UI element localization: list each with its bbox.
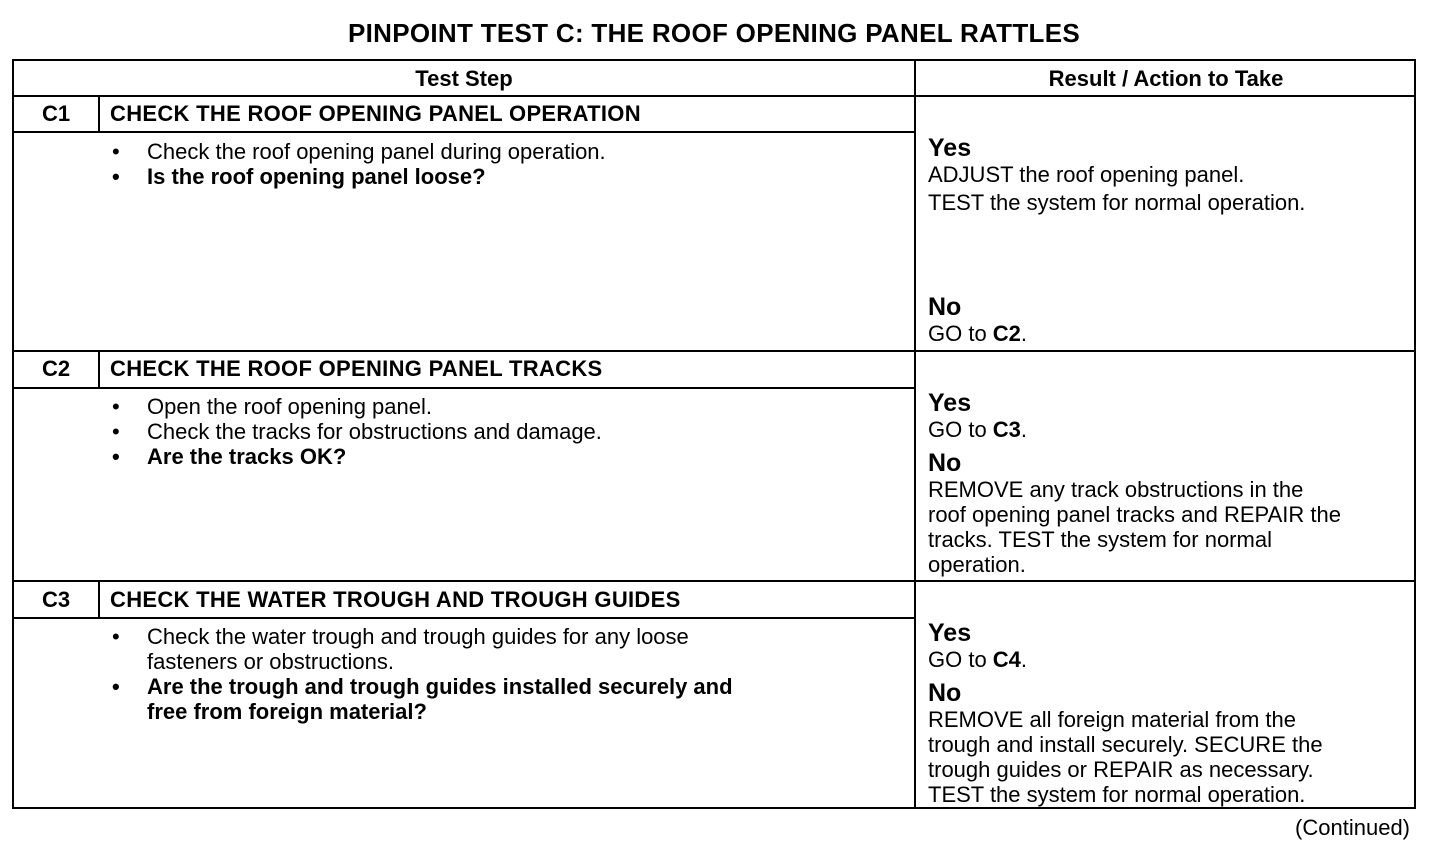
no-action-line: TEST the system for normal operation. <box>928 782 1306 807</box>
instruction-item: • Check the tracks for obstructions and damage. <box>112 419 602 444</box>
column-divider <box>914 61 916 807</box>
result-no <box>928 450 1416 577</box>
step-title: CHECK THE ROOF OPENING PANEL TRACKS <box>110 356 603 381</box>
yes-action-line: GO to C3. <box>928 417 1028 442</box>
no-action-line: roof opening panel tracks and REPAIR the <box>928 502 1341 527</box>
bullet-icon: • <box>112 164 120 189</box>
step-id: C1 <box>41 101 71 126</box>
yes-action-line: GO to C4. <box>928 647 1028 672</box>
bullet-icon: • <box>112 394 120 419</box>
step-title-divider <box>14 387 914 389</box>
step-title-divider <box>14 617 914 619</box>
no-action-line: REMOVE any track obstructions in the <box>928 477 1304 502</box>
bullet-icon: • <box>112 674 120 699</box>
continued-note: (Continued) <box>1295 815 1410 840</box>
result-no <box>928 294 1416 346</box>
step-instructions <box>110 624 870 724</box>
instruction-item: • Check the water trough and trough guides for any loose <box>112 624 689 649</box>
result-yes <box>928 390 1416 442</box>
instruction-question: • Is the roof opening panel loose? <box>112 164 486 189</box>
step-id: C2 <box>41 356 71 381</box>
result-yes <box>928 135 1416 215</box>
instruction-item-continued: fasteners or obstructions. <box>147 649 395 674</box>
header-test-step: Test Step <box>415 66 513 91</box>
row-divider <box>14 350 1414 352</box>
instruction-question: • Are the trough and trough guides installed securely and <box>112 674 733 699</box>
yes-action-line: ADJUST the roof opening panel. <box>928 162 1245 187</box>
row-divider <box>14 580 1414 582</box>
yes-label: Yes <box>928 389 972 417</box>
bullet-icon: • <box>112 624 120 649</box>
bullet-icon: • <box>112 444 120 469</box>
step-instructions <box>110 394 870 469</box>
no-action-line: REMOVE all foreign material from the <box>928 707 1297 732</box>
yes-label: Yes <box>928 619 972 647</box>
step-id-divider <box>98 582 100 617</box>
no-action-line: tracks. TEST the system for normal <box>928 527 1272 552</box>
step-reference: C3 <box>992 417 1021 442</box>
step-instructions <box>110 139 870 189</box>
step-title: CHECK THE WATER TROUGH AND TROUGH GUIDES <box>110 587 681 612</box>
result-no <box>928 680 1416 807</box>
header-result-action: Result / Action to Take <box>1048 66 1284 91</box>
no-action-line: operation. <box>928 552 1026 577</box>
step-title: CHECK THE ROOF OPENING PANEL OPERATION <box>110 101 641 126</box>
no-label: No <box>928 449 962 477</box>
header-divider <box>14 95 1414 97</box>
instruction-question-continued: free from foreign material? <box>147 699 427 724</box>
no-action-line: trough guides or REPAIR as necessary. <box>928 757 1314 782</box>
bullet-icon: • <box>112 139 120 164</box>
result-yes <box>928 620 1416 672</box>
bullet-icon: • <box>112 419 120 444</box>
no-action-line: trough and install securely. SECURE the <box>928 732 1323 757</box>
step-id-divider <box>98 97 100 131</box>
instruction-question: • Are the tracks OK? <box>112 444 347 469</box>
no-action-line: GO to C2. <box>928 321 1028 346</box>
no-label: No <box>928 679 962 707</box>
step-reference: C4 <box>992 647 1021 672</box>
step-id-divider <box>98 352 100 387</box>
page-title: PINPOINT TEST C: THE ROOF OPENING PANEL RATTLES <box>347 18 1081 48</box>
instruction-item: • Open the roof opening panel. <box>112 394 433 419</box>
yes-label: Yes <box>928 134 972 162</box>
step-id: C3 <box>41 587 71 612</box>
no-label: No <box>928 293 962 321</box>
step-title-divider <box>14 131 914 133</box>
instruction-item: • Check the roof opening panel during operation. <box>112 139 606 164</box>
yes-action-line: TEST the system for normal operation. <box>928 190 1306 215</box>
pinpoint-test-table <box>12 59 1416 809</box>
step-reference: C2 <box>992 321 1021 346</box>
